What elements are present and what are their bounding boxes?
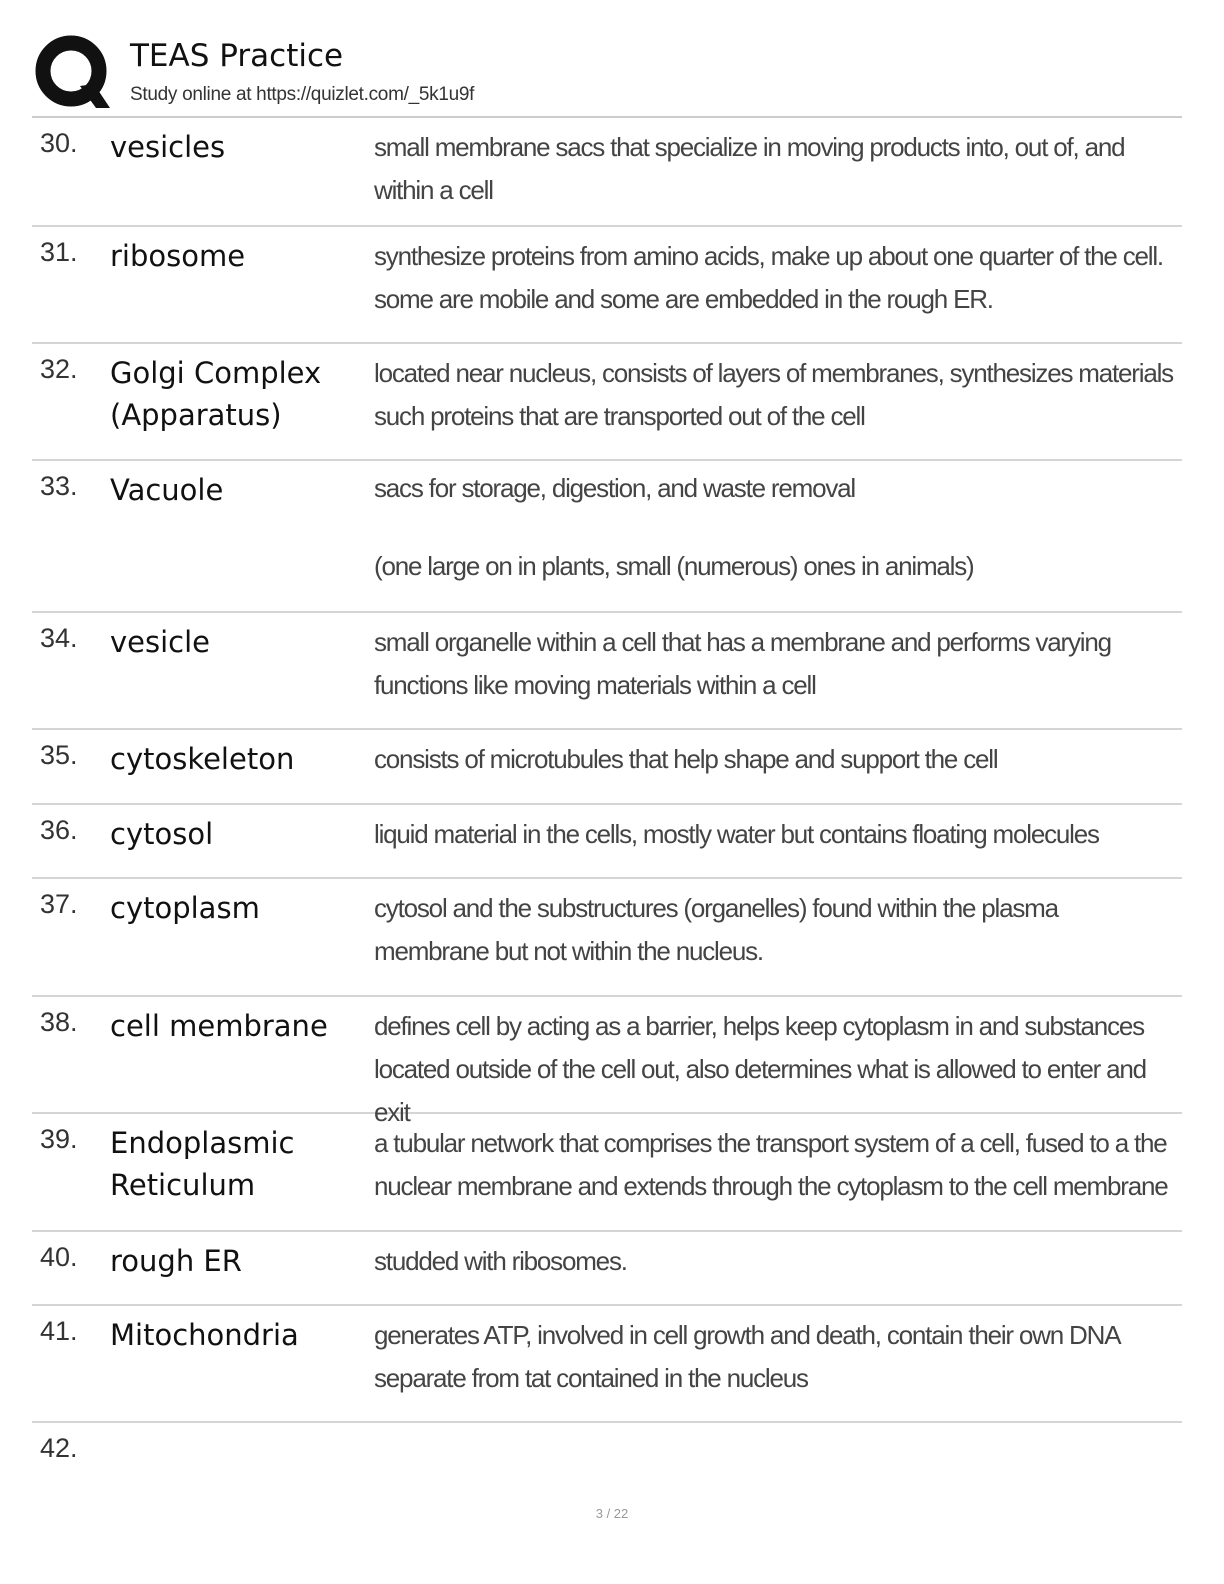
term: Mitochondria — [110, 1318, 299, 1352]
table-row — [32, 1306, 1182, 1423]
definition: liquid material in the cells, mostly water but contains floating molecules — [374, 819, 1099, 849]
table-row — [32, 1232, 1182, 1306]
row-number: 36. — [40, 815, 78, 845]
term: Golgi Complex (Apparatus) — [110, 356, 322, 432]
term: cell membrane — [110, 1009, 328, 1043]
term: cytoplasm — [110, 891, 260, 925]
definition: small membrane sacs that specialize in moving products into, out of, and within a cell — [374, 132, 1125, 205]
row-number: 38. — [40, 1007, 78, 1037]
term: cytoskeleton — [110, 742, 295, 776]
row-number: 30. — [40, 128, 78, 158]
table-row — [32, 879, 1182, 997]
term: cytosol — [110, 817, 214, 851]
definition: small organelle within a cell that has a membrane and performs varying functions like moving materials within a cell — [374, 627, 1111, 700]
row-number: 41. — [40, 1316, 78, 1346]
page-number: 3 / 22 — [595, 1506, 629, 1521]
term: ribosome — [110, 239, 246, 273]
table-row — [32, 730, 1182, 805]
row-number: 37. — [40, 889, 78, 919]
table-row — [32, 997, 1182, 1127]
row-number: 42. — [40, 1433, 78, 1463]
table-row — [32, 613, 1182, 730]
definition: studded with ribosomes. — [374, 1246, 627, 1276]
row-number: 39. — [40, 1124, 78, 1154]
quizlet-logo-icon — [34, 34, 112, 112]
table-row — [32, 344, 1182, 461]
study-link: Study online at https://quizlet.com/_5k1u9f — [130, 84, 475, 105]
definition: synthesize proteins from amino acids, make up about one quarter of the cell. some are mobile and some are embedded in the rough ER. — [374, 241, 1163, 314]
page-header — [34, 34, 1184, 114]
row-number: 31. — [40, 237, 78, 267]
table-row — [32, 1423, 1182, 1493]
term: Endoplasmic Reticulum — [110, 1126, 295, 1202]
definition: defines cell by acting as a barrier, helps keep cytoplasm in and substances located outside of the cell out, also determines what is allowed to enter and exit — [374, 1011, 1146, 1127]
table-row — [32, 805, 1182, 879]
table-row — [32, 461, 1182, 613]
row-number: 40. — [40, 1242, 78, 1272]
definition: a tubular network that comprises the transport system of a cell, fused to a the nuclear membrane and extends through the cytoplasm to the cell membrane — [374, 1128, 1168, 1201]
terms-table — [32, 116, 1182, 1493]
table-row — [32, 118, 1182, 227]
set-title: TEAS Practice — [130, 38, 344, 74]
definition: generates ATP, involved in cell growth and death, contain their own DNA separate from tat contained in the nucleus — [374, 1320, 1119, 1393]
term: vesicles — [110, 130, 226, 164]
term: vesicle — [110, 625, 211, 659]
row-number: 35. — [40, 740, 78, 770]
definition: consists of microtubules that help shape and support the cell — [374, 744, 998, 774]
table-row — [32, 227, 1182, 344]
term: rough ER — [110, 1244, 242, 1278]
table-row — [32, 1114, 1182, 1232]
row-number: 32. — [40, 354, 78, 384]
definition: located near nucleus, consists of layers of membranes, synthesizes materials such proteins that are transported out of the cell — [374, 358, 1173, 431]
row-number: 34. — [40, 623, 78, 653]
definition: cytosol and the substructures (organelles) found within the plasma membrane but not within the nucleus. — [374, 893, 1058, 966]
row-number: 33. — [40, 471, 78, 501]
term: Vacuole — [110, 473, 224, 507]
definition: sacs for storage, digestion, and waste removal (one large on in plants, small (numerous) ones in animals) — [374, 473, 974, 581]
